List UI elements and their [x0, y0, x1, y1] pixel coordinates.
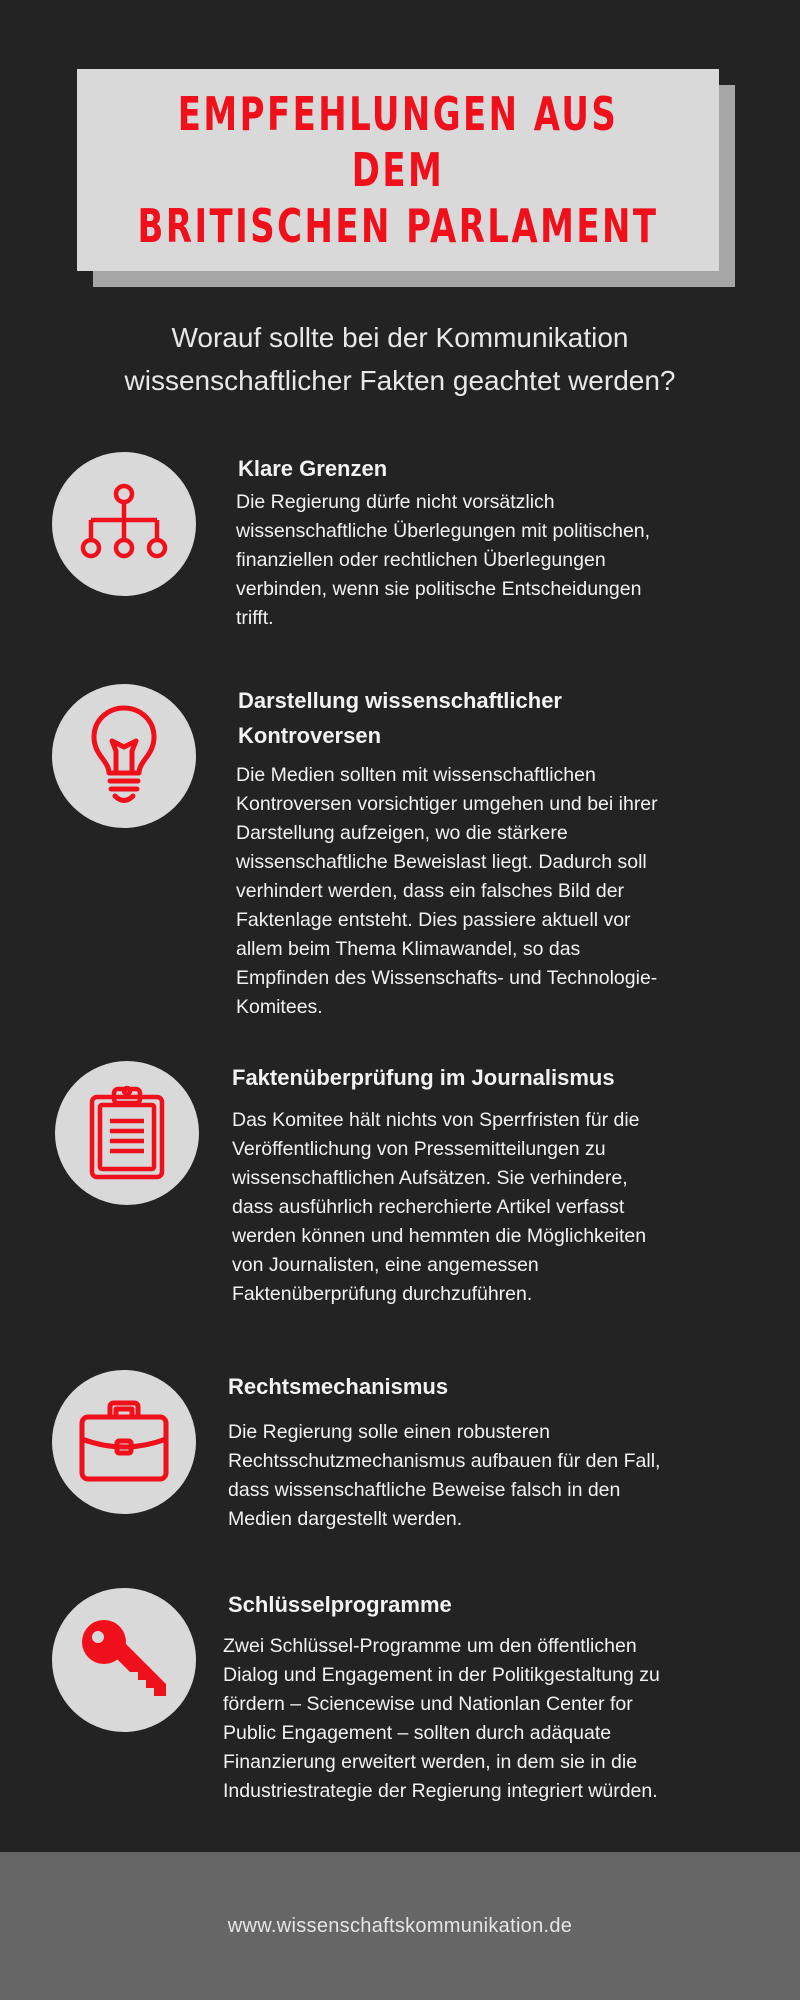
key-icon	[74, 1610, 174, 1710]
briefcase-icon	[74, 1397, 174, 1487]
clipboard-icon	[82, 1083, 172, 1183]
icon-circle	[52, 1370, 196, 1514]
item-title: Rechtsmechanismus	[228, 1374, 449, 1399]
subtitle-line: Worauf sollte bei der Kommunikation	[171, 322, 629, 353]
icon-circle	[52, 1588, 196, 1732]
footer-url[interactable]: www.wissenschaftskommunikation.de	[227, 1914, 573, 1937]
lightbulb-icon	[74, 701, 174, 811]
title-box	[77, 69, 719, 271]
icon-circle	[55, 1061, 199, 1205]
item-text: Zwei Schlüssel-Programme um den öffentlichen Dialog und Engagement in der Politikgestaltung zu fördern – Sciencewise und Nationlan Center for Public Engagement – sollten durch adäquate Finanzierung erweitert werden, in dem sie in die Industriestrategie der Regierung integriert würden.	[223, 1635, 660, 1802]
item-title: Darstellung wissenschaftlicher Kontroversen	[238, 688, 562, 748]
item-text: Das Komitee hält nichts von Sperrfristen für die Veröffentlichung von Pressemitteilungen zu wissenschaftlichen Aufsätzen. Sie verhindere, dass ausführlich recherchierte Artikel verfasst werden können und hemmten die Möglichkeiten von Journalisten, eine angemessen Faktenüberprüfung durchzuführen.	[232, 1109, 647, 1305]
item-title: Faktenüberprüfung im Journalismus	[232, 1065, 615, 1090]
item-text: Die Medien sollten mit wissenschaftlichen Kontroversen vorsichtiger umgehen und bei ihrer Darstellung aufzeigen, wo die stärkere wissenschaftliche Beweislast liegt. Dadurch soll verhindert werden, dass ein falsches Bild der Faktenlage entsteht. Dies passiere aktuell vor allem beim Thema Klimawandel, so das Empfinden des Wissenschafts- und Technologie- Komitees.	[236, 764, 658, 1018]
title-line: BRITISCHEN PARLAMENT	[137, 199, 659, 253]
item-title: Schlüsselprogramme	[228, 1592, 452, 1617]
subtitle-line: wissenschaftlicher Fakten geachtet werden?	[124, 365, 676, 396]
icon-circle	[52, 452, 196, 596]
title-banner	[77, 69, 719, 271]
hierarchy-icon	[74, 474, 174, 574]
page-title	[135, 86, 661, 254]
subtitle	[40, 316, 760, 402]
item-text: Die Regierung solle einen robusteren Rechtsschutzmechanismus aufbauen für den Fall, dass wissenschaftliche Beweise falsch in den Medien dargestellt werden.	[228, 1421, 661, 1530]
icon-circle	[52, 684, 196, 828]
title-line: EMPFEHLUNGEN AUS DEM	[177, 87, 619, 197]
footer	[0, 1852, 800, 2000]
item-title: Klare Grenzen	[238, 456, 388, 481]
item-text: Die Regierung dürfe nicht vorsätzlich wissenschaftliche Überlegungen mit politischen, finanziellen oder rechtlichen Überlegungen verbinden, wenn sie politische Entscheidungen trifft.	[236, 491, 651, 629]
